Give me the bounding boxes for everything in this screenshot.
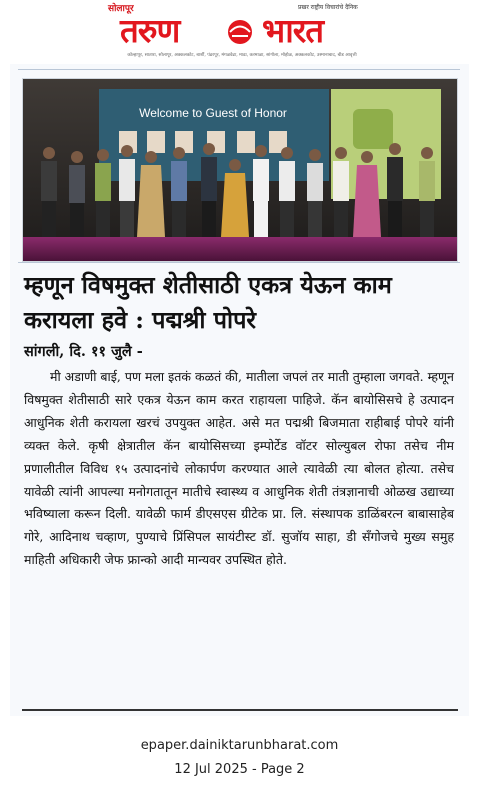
event-photo-illustration <box>23 79 457 261</box>
photo-banner-text: Welcome to Guest of Honor <box>139 106 287 120</box>
masthead-tagline: प्रखर राष्ट्रीय विचारांचे दैनिक <box>298 4 358 11</box>
photo-divider <box>18 262 460 263</box>
masthead-logo-right: भारत <box>262 11 324 50</box>
event-photo <box>22 78 458 262</box>
bottom-rule <box>22 709 458 711</box>
top-rule <box>18 69 460 70</box>
masthead-emblem-icon <box>222 17 258 45</box>
masthead-city: सोलापूर <box>108 4 134 14</box>
article-headline: म्हणून विषमुक्त शेतीसाठी एकत्र येऊन काम करायला हवे : पद्मश्री पोपरे <box>24 271 392 334</box>
masthead-logo-left: तरुण <box>120 11 180 50</box>
article-dateline: सांगली, दि. ११ जुलै - <box>24 343 143 360</box>
footer-date-page: 12 Jul 2025 - Page 2 <box>174 762 305 777</box>
footer-url: epaper.dainiktarunbharat.com <box>140 738 339 753</box>
masthead <box>0 0 479 62</box>
masthead-editions: कोल्हापूर, सातारा, सोलापूर, अक्कलकोट, बार्शी, पंढरपूर, मंगळवेढा, माढा, करमाळा, सांगोला, मोहोळ, अक्कलकोट, उस्मानाबाद, बीड आवृत्ती <box>127 53 357 58</box>
article-body <box>24 366 454 572</box>
article-paragraph: मी अडाणी बाई, पण मला इतकं कळतं की, मातीला जपलं तर माती तुम्हाला जगवते. म्हणून विषमुक्त शेतीसाठी सारे एकत्र येऊन काम करत राहायला पाहिजे. कॅन बायोसिसचे हे उत्पादन आधुनिक शेती करायला खरचं उपयुक्त आहेत. असे मत पद्मश्री बिजमाता राहीबाई पोपरे यांनी व्यक्त केले. कृषी क्षेत्रातील कॅन बायोसिसच्या इम्पोर्टेड वॉटर सोल्युबल रोफा तसेच नीम प्रणालीतील विविध १५ उत्पादनांचे लोकार्पण करण्यात आले त्यावेळी त्या बोलत होत्या. तसेच यावेळी त्यांनी आपल्या मनोगतातून मातीचे स्वास्थ्य व आधुनिक शेती तंत्रज्ञानाची ओळख उद्याच्या भविष्याला करून दिली. यावेळी फार्म डीएसएस ग्रीटेक प्रा. लि. संस्थापक डाळिंबरत्न बाबासाहेब गोरे, आदिनाथ चव्हाण, पुण्याचे प्रिंसिपल सायंटीस्ट डॉ. सुजॉय साहा, डी सँगोजचे मुख्य समुह माहिती अधिकारी जेफ फ्रान्को आदी मान्यवर उपस्थित होते. <box>24 369 454 568</box>
